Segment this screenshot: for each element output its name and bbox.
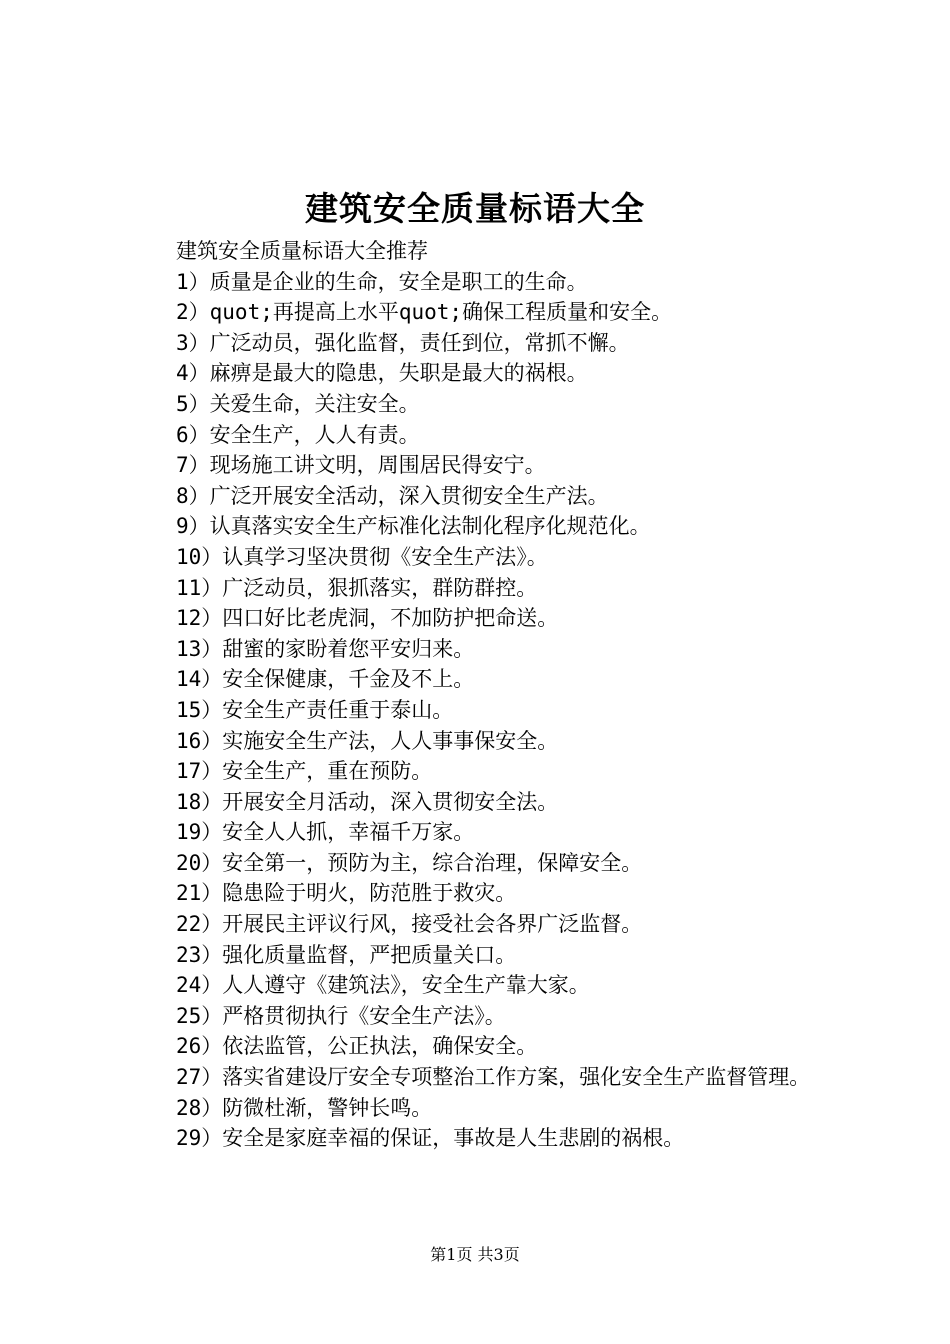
list-item: 20）安全第一，预防为主，综合治理，保障安全。 (176, 850, 643, 875)
list-item: 19）安全人人抓，幸福千万家。 (176, 820, 475, 845)
list-item: 17）安全生产，重在预防。 (176, 759, 433, 784)
list-item: 3）广泛动员，强化监督，责任到位，常抓不懈。 (176, 330, 630, 355)
list-item: 11）广泛动员，狠抓落实，群防群控。 (176, 575, 538, 600)
list-item: 28）防微杜渐，警钟长鸣。 (176, 1095, 433, 1120)
list-item: 14）安全保健康，千金及不上。 (176, 667, 475, 692)
list-item: 27）落实省建设厅安全专项整治工作方案，强化安全生产监督管理。 (176, 1065, 811, 1090)
list-item: 25）严格贯彻执行《安全生产法》。 (176, 1003, 506, 1028)
list-item: 16）实施安全生产法，人人事事保安全。 (176, 728, 559, 753)
list-item: 18）开展安全月活动，深入贯彻安全法。 (176, 789, 559, 814)
page-footer: 第1页 共3页 (430, 1245, 520, 1264)
list-item: 24）人人遵守《建筑法》，安全生产靠大家。 (176, 973, 590, 998)
list-item: 15）安全生产责任重于泰山。 (176, 697, 454, 722)
list-item: 5）关爱生命，关注安全。 (176, 391, 420, 416)
list-item: 23）强化质量监督，严把质量关口。 (176, 942, 517, 967)
list-item: 22）开展民主评议行风，接受社会各界广泛监督。 (176, 912, 643, 937)
list-item: 12）四口好比老虎洞，不加防护把命送。 (176, 606, 559, 631)
list-item: 2）quot;再提高上水平quot;确保工程质量和安全。 (176, 300, 673, 325)
list-item: 10）认真学习坚决贯彻《安全生产法》。 (176, 544, 548, 569)
list-item: 7）现场施工讲文明，周围居民得安宁。 (176, 453, 546, 478)
list-item: 21）隐患险于明火，防范胜于救灾。 (176, 881, 517, 906)
list-item: 4）麻痹是最大的隐患，失职是最大的祸根。 (176, 361, 588, 386)
intro-line: 建筑安全质量标语大全推荐 (176, 239, 428, 263)
document-title: 建筑安全质量标语大全 (305, 189, 645, 228)
list-item: 1）质量是企业的生命，安全是职工的生命。 (176, 269, 588, 294)
list-item: 13）甜蜜的家盼着您平安归来。 (176, 636, 475, 661)
list-item: 8）广泛开展安全活动，深入贯彻安全生产法。 (176, 483, 609, 508)
list-item: 26）依法监管，公正执法，确保安全。 (176, 1034, 538, 1059)
list-item: 9）认真落实安全生产标准化法制化程序化规范化。 (176, 514, 651, 539)
list-item: 29）安全是家庭幸福的保证，事故是人生悲剧的祸根。 (176, 1126, 685, 1151)
document-body (131, 236, 837, 1154)
list-item: 6）安全生产，人人有责。 (176, 422, 420, 447)
